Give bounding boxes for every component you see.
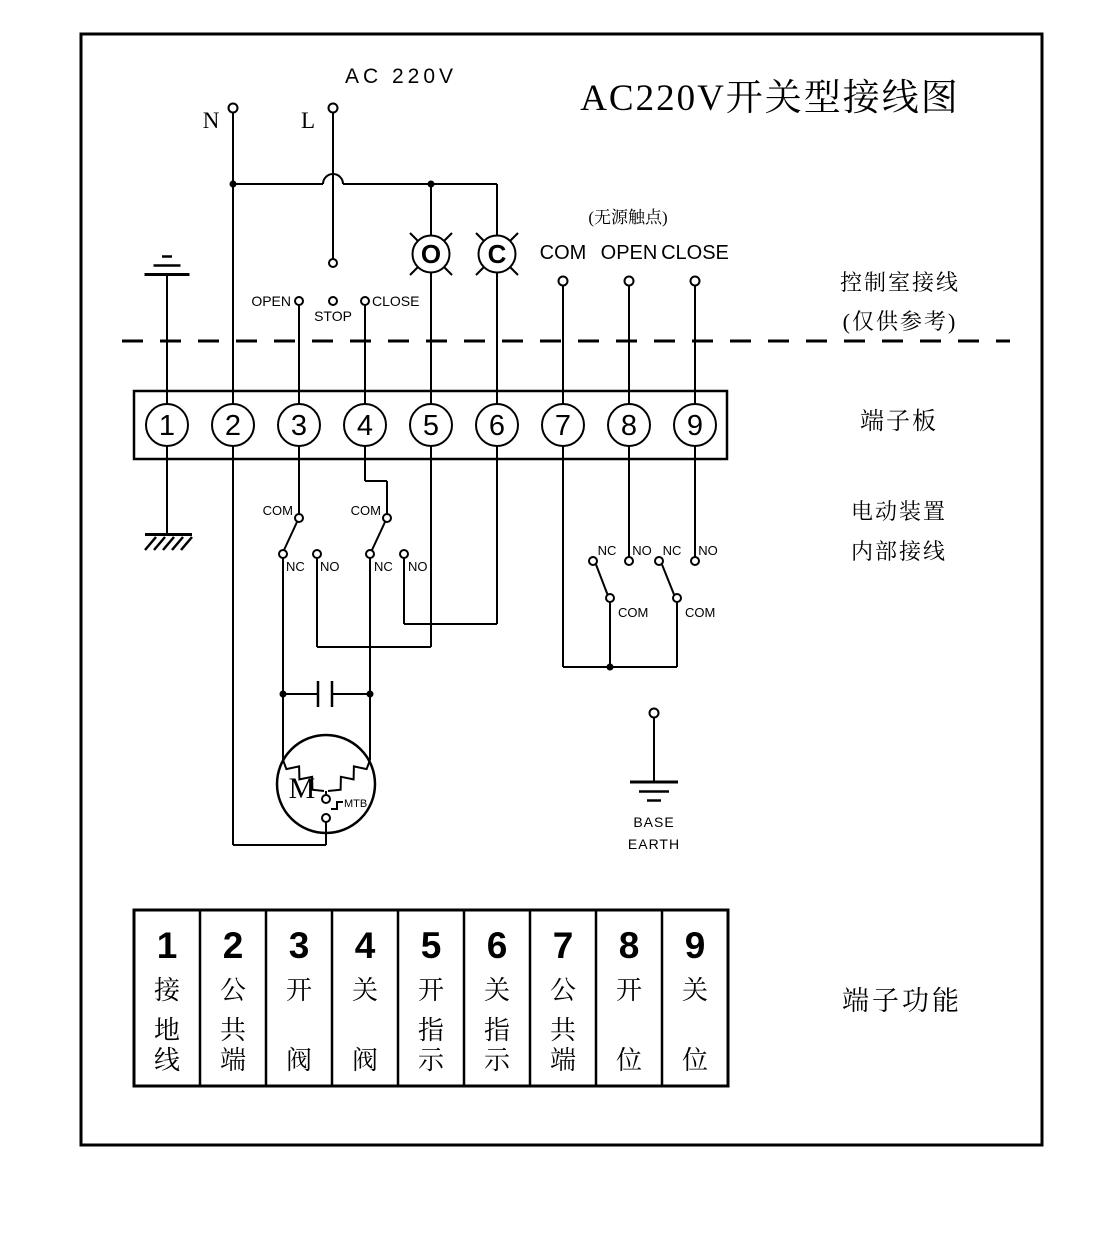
power-supply: [203, 104, 497, 405]
col8-char-1: 开: [615, 976, 643, 1005]
terminal-6: 6: [488, 410, 506, 442]
col9-number: 9: [684, 925, 706, 966]
control-room-note-1: 控制室接线: [839, 270, 961, 295]
terminal-function-note: 端子功能: [842, 986, 962, 1016]
col9-char-1: 关: [681, 976, 709, 1005]
table-column-8: [616, 925, 642, 1075]
neutral-label: N: [202, 108, 220, 133]
col2-char-2: 共: [219, 1016, 247, 1045]
table-column-7: [550, 925, 576, 1075]
col3-char-1: 开: [285, 976, 313, 1005]
terminal-9: 9: [686, 410, 704, 442]
close-lamp: [476, 184, 518, 404]
dry-open-label: OPEN: [600, 242, 658, 264]
terminal-1: 1: [158, 410, 176, 442]
col1-number: 1: [156, 925, 178, 966]
base-earth-label-1: BASE: [633, 814, 675, 830]
table-column-5: [418, 925, 445, 1075]
base-earth-label-2: EARTH: [627, 836, 681, 852]
terminal-5: 5: [422, 410, 440, 442]
control-room-note-2: (仅供参考): [842, 309, 958, 334]
col7-char-2: 共: [549, 1016, 577, 1045]
col2-number: 2: [222, 925, 244, 966]
limit2-com-label: COM: [685, 605, 716, 620]
terminal-2: 2: [224, 410, 242, 442]
limit1-com-label: COM: [618, 605, 649, 620]
limit1-nc-label: NC: [597, 543, 617, 558]
col4-number: 4: [354, 925, 376, 966]
stop-contact-bottom: [329, 297, 337, 305]
dry-com-label: COM: [539, 242, 587, 264]
table-column-2: [220, 925, 246, 1075]
col4-char-1: 关: [351, 976, 379, 1005]
terminal-board-note: 端子板: [860, 409, 938, 435]
col5-char-3: 示: [417, 1046, 445, 1075]
switch4-no-label: NO: [408, 559, 428, 574]
open-lamp-letter: O: [420, 239, 442, 269]
neutral-terminal: [229, 104, 238, 113]
col3-number: 3: [288, 925, 310, 966]
internal-wiring-note-2: 内部接线: [850, 539, 948, 564]
limit2-no-label: NO: [698, 543, 718, 558]
terminal-8: 8: [620, 410, 638, 442]
col5-number: 5: [420, 925, 442, 966]
motor: [277, 735, 375, 845]
col7-number: 7: [552, 925, 574, 966]
table-column-3: [286, 925, 312, 1075]
col1-char-2: 地: [153, 1016, 181, 1045]
open-direction-switch: [263, 446, 431, 694]
col5-char-2: 指: [417, 1016, 445, 1045]
col6-char-3: 示: [483, 1046, 511, 1075]
col2-char-3: 端: [219, 1046, 247, 1075]
live-terminal: [329, 104, 338, 113]
terminal-3: 3: [290, 410, 308, 442]
internal-wiring-note-1: 电动装置: [850, 499, 948, 524]
col7-char-3: 端: [549, 1046, 577, 1075]
page-title: AC220V开关型接线图: [580, 78, 960, 119]
table-column-4: [352, 925, 378, 1075]
terminal-4: 4: [356, 410, 374, 442]
internal-wiring: [145, 446, 718, 852]
switch3-nc-label: NC: [286, 559, 305, 574]
col1-char-3: 线: [153, 1046, 181, 1075]
dry-contacts: [540, 208, 729, 404]
table-column-1: [154, 925, 181, 1075]
main-bus-wire: [233, 174, 497, 184]
close-lamp-letter: C: [487, 239, 507, 269]
col7-char-1: 公: [549, 976, 577, 1005]
col8-char-3: 位: [615, 1046, 643, 1075]
table-column-9: [682, 925, 708, 1075]
col5-char-1: 开: [417, 976, 445, 1005]
open-contact: [295, 297, 303, 305]
supply-voltage-label: AC 220V: [344, 65, 458, 88]
col6-char-2: 指: [483, 1016, 511, 1045]
col4-char-3: 阀: [351, 1046, 379, 1075]
dry-close-label: CLOSE: [661, 242, 729, 264]
close-contact: [361, 297, 369, 305]
thermal-label: MTB: [344, 798, 368, 810]
dry-contact-note: (无源触点): [588, 208, 668, 227]
base-earth: [628, 709, 680, 853]
col3-char-3: 阀: [285, 1046, 313, 1075]
col1-char-1: 接: [153, 976, 181, 1005]
close-button-label: CLOSE: [372, 293, 420, 309]
table-column-6: [484, 925, 511, 1075]
switch3-no-label: NO: [320, 559, 340, 574]
stop-button-label: STOP: [314, 308, 352, 324]
protective-earth-symbol: [145, 446, 192, 550]
switch4-nc-label: NC: [374, 559, 393, 574]
terminal-7: 7: [554, 410, 572, 442]
live-label: L: [300, 108, 316, 133]
col6-char-1: 关: [483, 976, 511, 1005]
close-direction-switch: [351, 446, 497, 760]
switch4-com-label: COM: [350, 503, 381, 518]
thermal-switch-symbol: [331, 802, 343, 809]
side-annotations: [840, 270, 962, 1016]
col8-number: 8: [618, 925, 640, 966]
terminal-function-table: [134, 910, 728, 1086]
col6-number: 6: [486, 925, 508, 966]
stop-contact-top: [329, 259, 337, 267]
signal-earth-symbol: [145, 257, 190, 405]
limit-switches: [563, 446, 718, 671]
col2-char-1: 公: [219, 976, 247, 1005]
limit1-no-label: NO: [632, 543, 652, 558]
limit2-nc-label: NC: [662, 543, 682, 558]
col9-char-3: 位: [681, 1046, 709, 1075]
open-button-label: OPEN: [251, 293, 291, 309]
switch3-com-label: COM: [262, 503, 293, 518]
motor-letter: M: [288, 772, 316, 805]
